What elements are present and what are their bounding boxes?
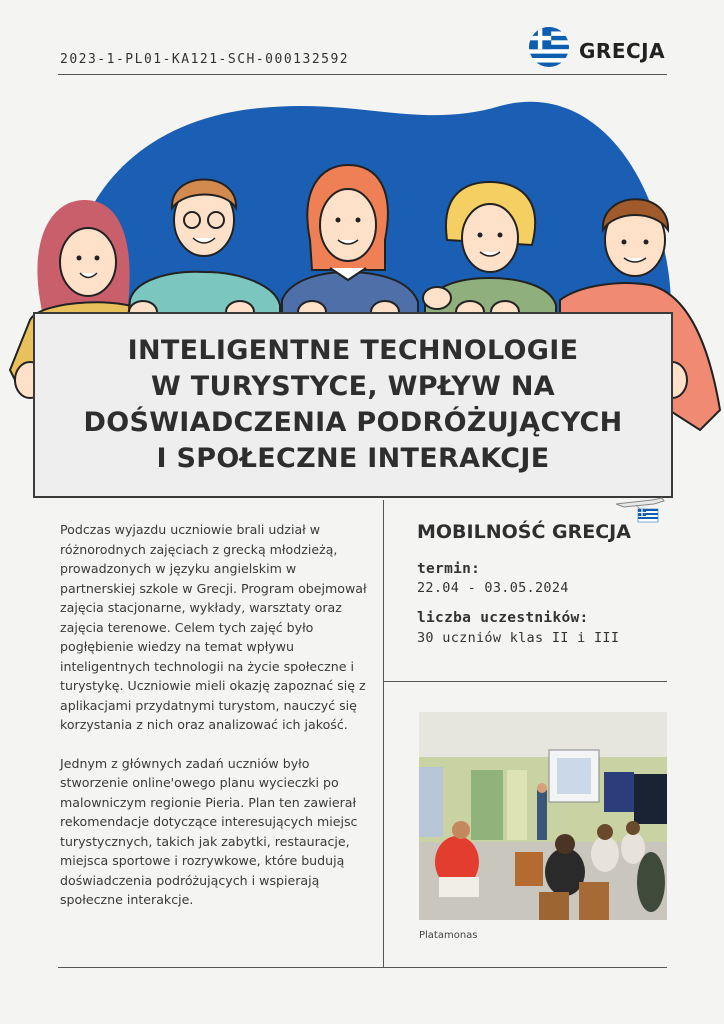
- mobility-title: MOBILNOŚĆ GRECJA: [417, 521, 631, 543]
- info-photo-divider: [383, 681, 667, 682]
- column-divider: [383, 500, 384, 968]
- description-paragraph-1: Podczas wyjazdu uczniowie brali udział w różnorodnych zajęciach z grecką młodzieżą, prowadzonych w języku angielskim w partnerskiej szkole w Grecji. Program obejmował zajęcia stacjonarne, wykłady, warsztaty oraz zajęcia terenowe. Celem tych zajęć było pogłębienie wiedzy na temat wpływu inteligentnych technologii na życie społeczne i turystykę. Uczniowie mieli okazję zapoznać się z aplikacjami przydatnymi turystom, nauczyć się korzystania z nich oraz analizować ich jakość.: [60, 522, 367, 732]
- banner-title: [84, 333, 623, 477]
- airplane-flag-icon: [612, 492, 668, 526]
- participants-value: 30 uczniów klas II i III: [417, 630, 620, 646]
- description-text: [60, 520, 370, 929]
- country-label: GRECJA: [579, 39, 666, 63]
- photo-caption: Platamonas: [419, 930, 478, 941]
- banner-title-line-3: DOŚWIADCZENIA PODRÓŻUJĄCYCH: [83, 407, 623, 438]
- greece-flag-icon: [529, 27, 569, 67]
- term-value: 22.04 - 03.05.2024: [417, 580, 569, 596]
- description-paragraph-2: Jednym z głównych zadań uczniów było stworzenie online'owego planu wycieczki po malowniczym regionie Pieria. Plan ten zawierał rekomendacje dotyczące interesujących miejsc turystycznych, takich jak zabytki, restauracje, miejsca sportowe i rozrywkowe, które budują doświadczenia podróżujących i wspierają społeczne interakcje.: [60, 755, 358, 907]
- classroom-photo: [419, 712, 667, 920]
- participants-label: liczba uczestników:: [417, 610, 589, 626]
- banner-title-line-2: W TURYSTYCE, WPŁYW NA: [151, 371, 555, 402]
- title-banner: [33, 312, 673, 498]
- banner-title-line-1: INTELIGENTNE TECHNOLOGIE: [127, 335, 579, 366]
- top-divider: [58, 74, 667, 75]
- term-label: termin:: [417, 561, 481, 577]
- banner-title-line-4: I SPOŁECZNE INTERAKCJE: [156, 443, 550, 474]
- bottom-divider: [58, 967, 667, 968]
- project-code: 2023-1-PL01-KA121-SCH-000132592: [60, 52, 350, 67]
